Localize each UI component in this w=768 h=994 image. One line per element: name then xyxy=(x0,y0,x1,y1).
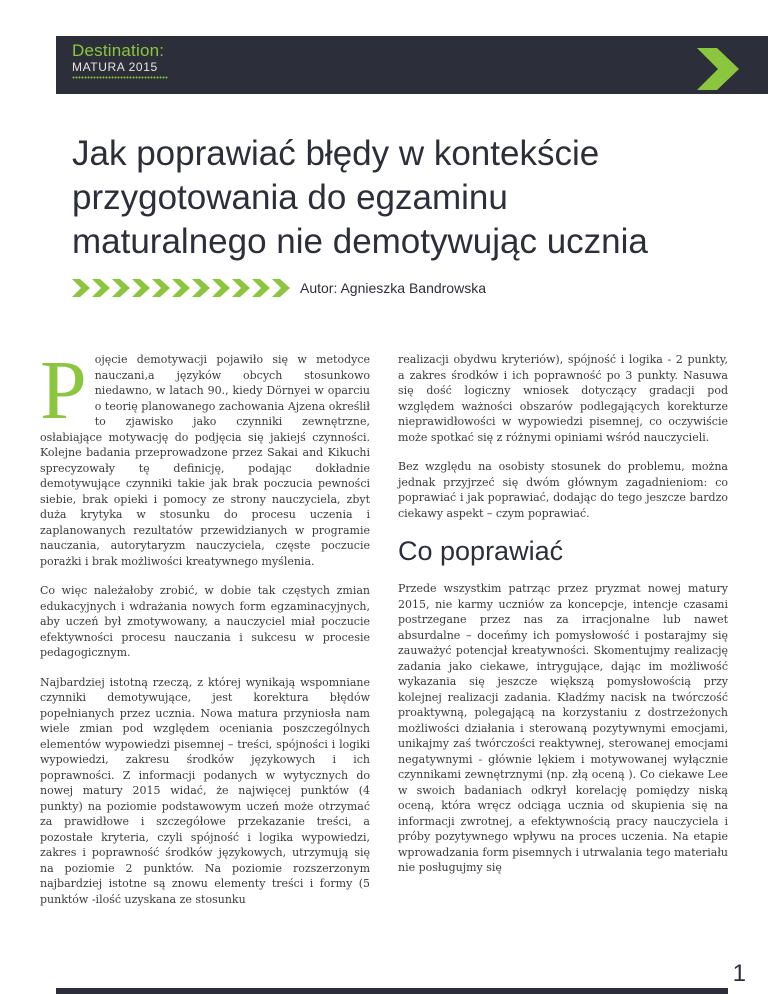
paragraph xyxy=(40,344,370,569)
article-column-right xyxy=(398,352,728,890)
chevron-icon xyxy=(232,279,250,297)
brand-dotted-underline xyxy=(72,76,168,79)
chevron-icon xyxy=(212,279,230,297)
drop-cap: P xyxy=(40,344,87,437)
arrow-chain-icon xyxy=(72,277,290,299)
chevron-icon xyxy=(72,279,90,297)
footer-band xyxy=(56,988,728,994)
brand-logo xyxy=(72,41,168,79)
chevron-icon xyxy=(192,279,210,297)
paragraph-text: ojęcie demotywacji pojawiło się w metodyce nauczani,a języków obcych stosunkowo niedawno, w latach 90., kiedy Dörnyei w oparciu o teorię planowanego zachowania Ajzena określił to zjawisko jako czynniki zewnętrzne, osłabiające motywację do podjęcia się jakiejś czynności. Kolejne badania przeprowadzone przez Sakai and Kikuchi sprecyzowały tę definicję, podając dokładnie demotywujące czynniki takie jak brak poczucia pewności siebie, brak opieki i pomocy ze strony nauczyciela, zbyt duża krytyka w stosunku do procesu uczenia i zaplanowanych rezultatów przewidzianych w programie nauczania, autorytaryzm nauczyciela, częste poczucie porażki i brak możliwości kreatywnego myślenia. xyxy=(40,353,370,568)
chevron-icon xyxy=(252,279,270,297)
author-name: Autor: Agnieszka Bandrowska xyxy=(300,280,486,296)
brand-subtitle: MATURA 2015 xyxy=(72,60,158,74)
page-number: 1 xyxy=(732,960,746,987)
chevron-icon xyxy=(112,279,130,297)
chevron-icon xyxy=(172,279,190,297)
chevron-icon xyxy=(272,279,290,297)
chevron-icon xyxy=(132,279,150,297)
article-column-left xyxy=(40,344,370,921)
paragraph: Bez względu na osobisty stosunek do problemu, można jednak przyjrzeć się dwóm głównym zagadnieniom: co poprawiać i jak poprawiać, dodając do tego jeszcze bardzo ciekawy aspekt – czym poprawiać. xyxy=(398,460,728,520)
paragraph: Najbardziej istotną rzeczą, z której wynikają wspomniane czynniki demotywujące, jest korektura błędów popełnianych przez ucznia. Nowa matura przyniosła nam wiele zmian pod względem oceniania poszczególnych elementów wypowiedzi pisemnej – treści, spójności i logiki wypowiedzi, zakresu środków językowych i ich poprawności. Z informacji podanych w wytycznych do nowej matury 2015 widać, że najwięcej punktów (4 punkty) na poziomie podstawowym uczeń może otrzymać za prawidłowe i szczegółowe przekazanie treści, a pozostałe kryteria, czyli spójność i logika wypowiedzi, zakres i poprawność środków językowych, utrzymują się na poziomie 2 punktów. Na poziomie rozszerzonym najbardziej istotne są znowu elementy treści i formy (5 punktów -ilość uzyskana ze stosunku xyxy=(40,675,370,906)
chevron-right-icon xyxy=(697,48,739,90)
section-heading: Co poprawiać xyxy=(398,536,564,566)
chevron-icon xyxy=(92,279,110,297)
byline xyxy=(72,276,486,300)
paragraph: Przede wszystkim patrząc przez pryzmat nowej matury 2015, nie karmy uczniów za koncepcje, intencje czasami postrzegane przez nas za irracjonalne lub nawet absurdalne – doceńmy ich pomysłowość i postarajmy się zauważyć potencjał kreatywności. Skomentujmy realizację zadania jako ciekawe, intrygujące, dając im możliwość wykazania się jeszcze większą pomysłowością przy kolejnej realizacji zadania. Kładźmy nacisk na twórczość proaktywną, polegającą na korzystaniu z dostrzeżonych możliwości działania i sterowaną pozytywnymi emocjami, unikajmy zaś twórczości reaktywnej, sterowanej emocjami negatywnymi - głównie lękiem i motywowanej wyłącznie czynnikami zewnętrznymi (np. złą oceną ). Co ciekawe Lee w swoich badaniach odkrył korelację pomiędzy niską oceną, która wręcz odciąga ucznia od skupienia się na informacji zwrotnej, a efektywnością pracy nauczyciela i próby pozytywnego wpływu na proces uczenia. Na etapie wprowadzania form pisemnych i utrwalania tego materiału nie posługujmy się xyxy=(398,582,728,874)
article-title: Jak poprawiać błędy w kontekście przygotowania do egzaminu maturalnego nie demotywując ucznia xyxy=(72,134,648,261)
paragraph: Co więc należałoby zrobić, w dobie tak częstych zmian edukacyjnych i wdrażania nowych form egzaminacyjnych, aby uczeń był zmotywowany, a nauczyciel miał poczucie efektywności procesu nauczania i sukcesu w procesie pedagogicznym. xyxy=(40,584,370,659)
paragraph: realizacji obydwu kryteriów), spójność i logika - 2 punkty, a zakres środków i ich poprawność po 3 punkty. Nasuwa się dość logiczny wniosek dotyczący gradacji pod względem ważności obszarów podlegających korekturze nieprawidłowości w wypowiedzi pisemnej, co oczywiście może spotkać się z różnymi opiniami wśród nauczycieli. xyxy=(398,353,728,444)
brand-title: Destination: xyxy=(72,41,165,60)
chevron-icon xyxy=(152,279,170,297)
